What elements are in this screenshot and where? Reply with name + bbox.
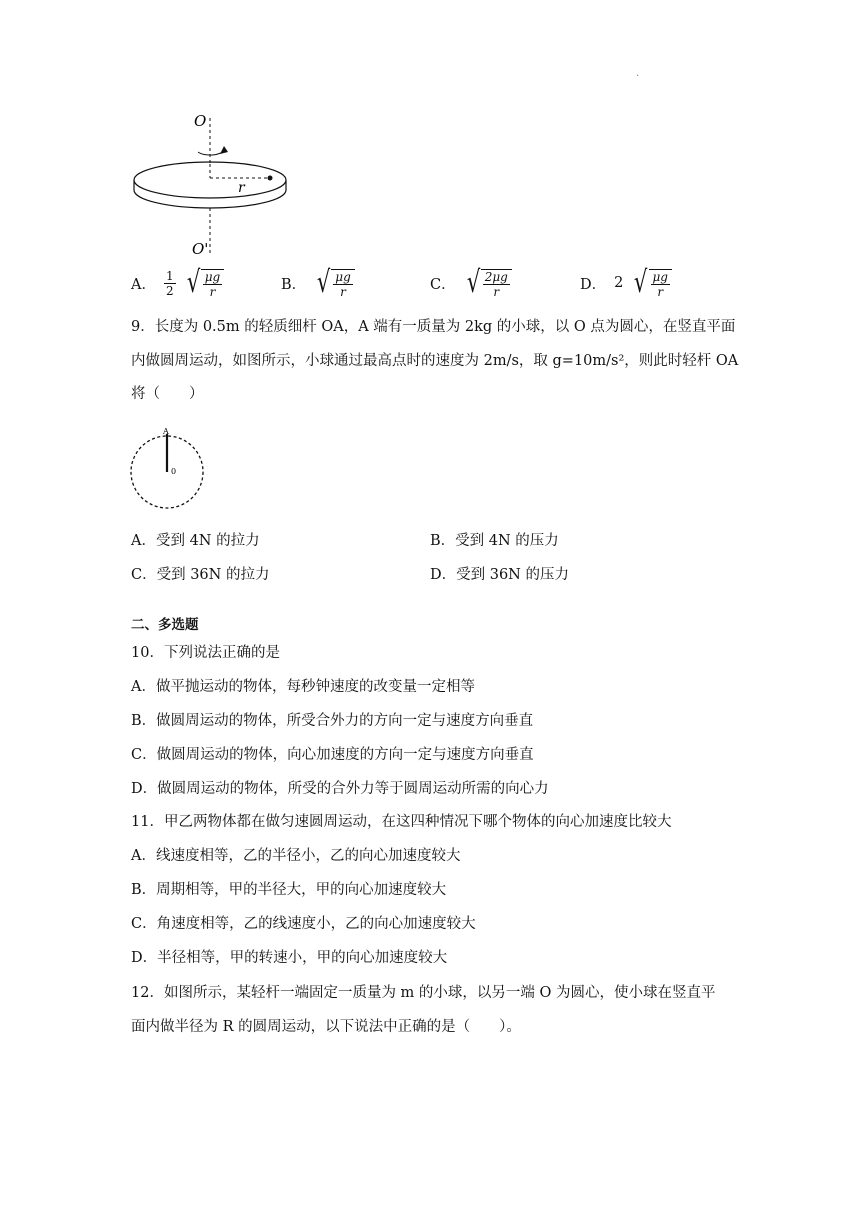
option-letter: C． (430, 276, 456, 293)
radical-expression: √ $\frac{\mu g}{r}$ (314, 266, 355, 300)
q9-stem-line3: 将（ ） (131, 386, 204, 402)
option-letter: B． (281, 276, 307, 293)
q10-option-a[interactable]: A．做平抛运动的物体，每秒钟速度的改变量一定相等 (131, 679, 475, 695)
q11-option-d[interactable]: D．半径相等，甲的转速小，甲的向心加速度较大 (131, 950, 448, 966)
q12-stem-line1: 12．如图所示，某轻杆一端固定一质量为 m 的小球，以另一端 O 为圆心，使小球在竖直平 (131, 985, 716, 1001)
fraction-coefficient: $\frac{1}{2}$ (165, 268, 174, 298)
q9-option-c[interactable]: C．受到 36N 的拉力 (131, 567, 270, 583)
q8-disk-figure (128, 108, 308, 268)
q8-option-c[interactable] (430, 266, 512, 300)
q8-option-b[interactable] (281, 266, 355, 300)
coefficient: 2 (614, 275, 624, 291)
q8-label-O-prime: O' (192, 240, 209, 258)
section-heading: 二、多选题 (131, 617, 199, 633)
q10-option-b[interactable]: B．做圆周运动的物体，所受合外力的方向一定与速度方向垂直 (131, 713, 534, 729)
page-mark: . (636, 68, 640, 79)
q10-option-c[interactable]: C．做圆周运动的物体，向心加速度的方向一定与速度方向垂直 (131, 747, 534, 763)
q9-stem-line1: 9．长度为 0.5m 的轻质细杆 OA，A 端有一质量为 2kg 的小球，以 O 点为圆心，在竖直平面 (131, 319, 736, 335)
option-letter: A． (131, 276, 156, 293)
q11-option-b[interactable]: B．周期相等，甲的半径大，甲的向心加速度较大 (131, 882, 447, 898)
option-letter: D． (580, 276, 607, 293)
q9-circle-figure (127, 424, 207, 514)
radical-expression: √ $\frac{2\mu g}{r}$ (464, 266, 512, 300)
q11-option-a[interactable]: A．线速度相等，乙的半径小，乙的向心加速度较大 (131, 848, 461, 864)
q9-option-b[interactable]: B．受到 4N 的压力 (430, 533, 559, 549)
radical-expression: √ $\frac{\mu g}{r}$ (631, 266, 672, 300)
q8-label-r: r (238, 180, 245, 196)
q9-label-A: A (163, 427, 169, 436)
q10-option-d[interactable]: D．做圆周运动的物体，所受的合外力等于圆周运动所需的向心力 (131, 781, 549, 797)
q11-stem: 11．甲乙两物体都在做匀速圆周运动，在这四种情况下哪个物体的向心加速度比较大 (131, 814, 672, 830)
q8-option-a[interactable] (131, 266, 224, 300)
q9-option-d[interactable]: D．受到 36N 的压力 (430, 567, 569, 583)
q8-option-d[interactable] (580, 266, 672, 300)
q11-option-c[interactable]: C．角速度相等，乙的线速度小，乙的向心加速度较大 (131, 916, 476, 932)
q9-label-O: 0 (171, 467, 177, 476)
q9-stem-line2: 内做圆周运动，如图所示，小球通过最高点时的速度为 2m/s，取 g=10m/s²，则此时轻杆 OA (131, 353, 739, 369)
q12-stem-line2: 面内做半径为 R 的圆周运动，以下说法中正确的是（ ）。 (131, 1019, 521, 1035)
q10-stem: 10．下列说法正确的是 (131, 645, 280, 661)
q8-label-O: O (194, 112, 207, 130)
radical-expression: √ $\frac{\mu g}{r}$ (184, 266, 225, 300)
q9-option-a[interactable]: A．受到 4N 的拉力 (131, 533, 260, 549)
